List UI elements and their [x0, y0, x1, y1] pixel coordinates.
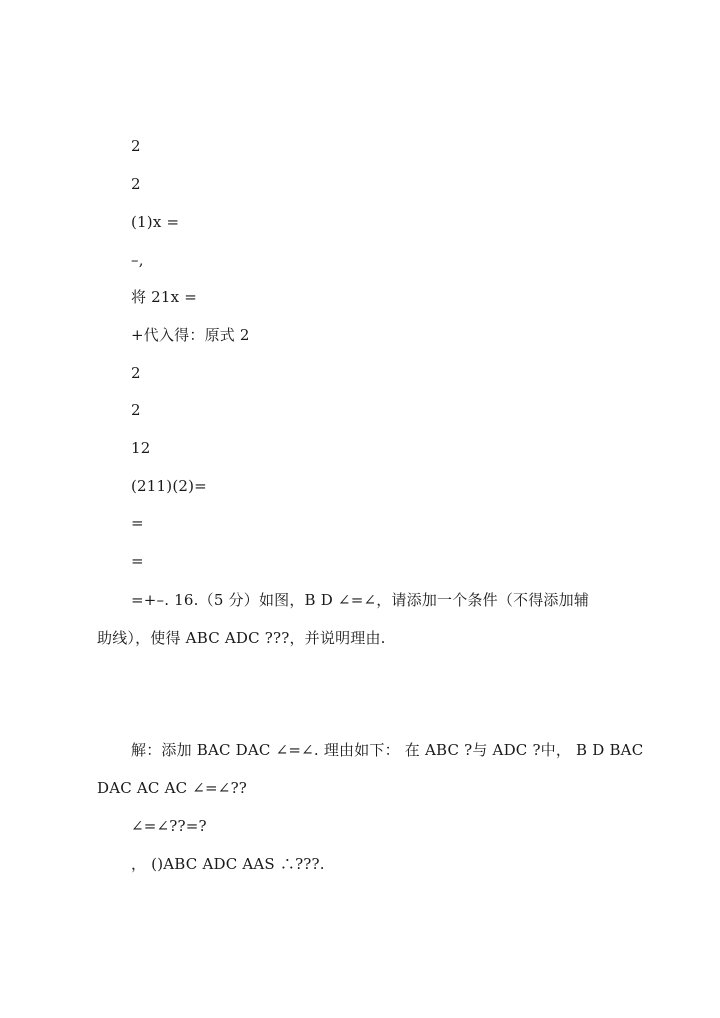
- text-line: 将 21x =: [131, 288, 198, 306]
- solution-line-4: ， ()ABC ADC AAS ∴???.: [131, 855, 325, 873]
- solution-line-1: 解：添加 BAC DAC ∠=∠. 理由如下： 在 ABC ?与 ADC ?中， B D BAC: [131, 741, 644, 759]
- question-16-line-1: =+–. 16.（5 分）如图，B D ∠=∠，请添加一个条件（不得添加辅: [131, 591, 590, 609]
- text-line: –,: [131, 251, 144, 269]
- text-line: (211)(2)=: [131, 477, 207, 495]
- text-line: 2: [131, 401, 141, 419]
- text-line: 12: [131, 439, 151, 457]
- solution-line-3: ∠=∠??=?: [131, 817, 207, 835]
- solution-line-2: DAC AC AC ∠=∠??: [97, 779, 248, 797]
- text-line: =: [131, 514, 144, 532]
- text-line: +代入得：原式 2: [131, 326, 250, 344]
- question-16-line-2: 助线），使得 ABC ADC ???，并说明理由.: [97, 629, 386, 647]
- text-line: 2: [131, 364, 141, 382]
- text-line: =: [131, 552, 144, 570]
- text-line: (1)x =: [131, 213, 180, 231]
- text-line: 2: [131, 137, 141, 155]
- text-line: 2: [131, 175, 141, 193]
